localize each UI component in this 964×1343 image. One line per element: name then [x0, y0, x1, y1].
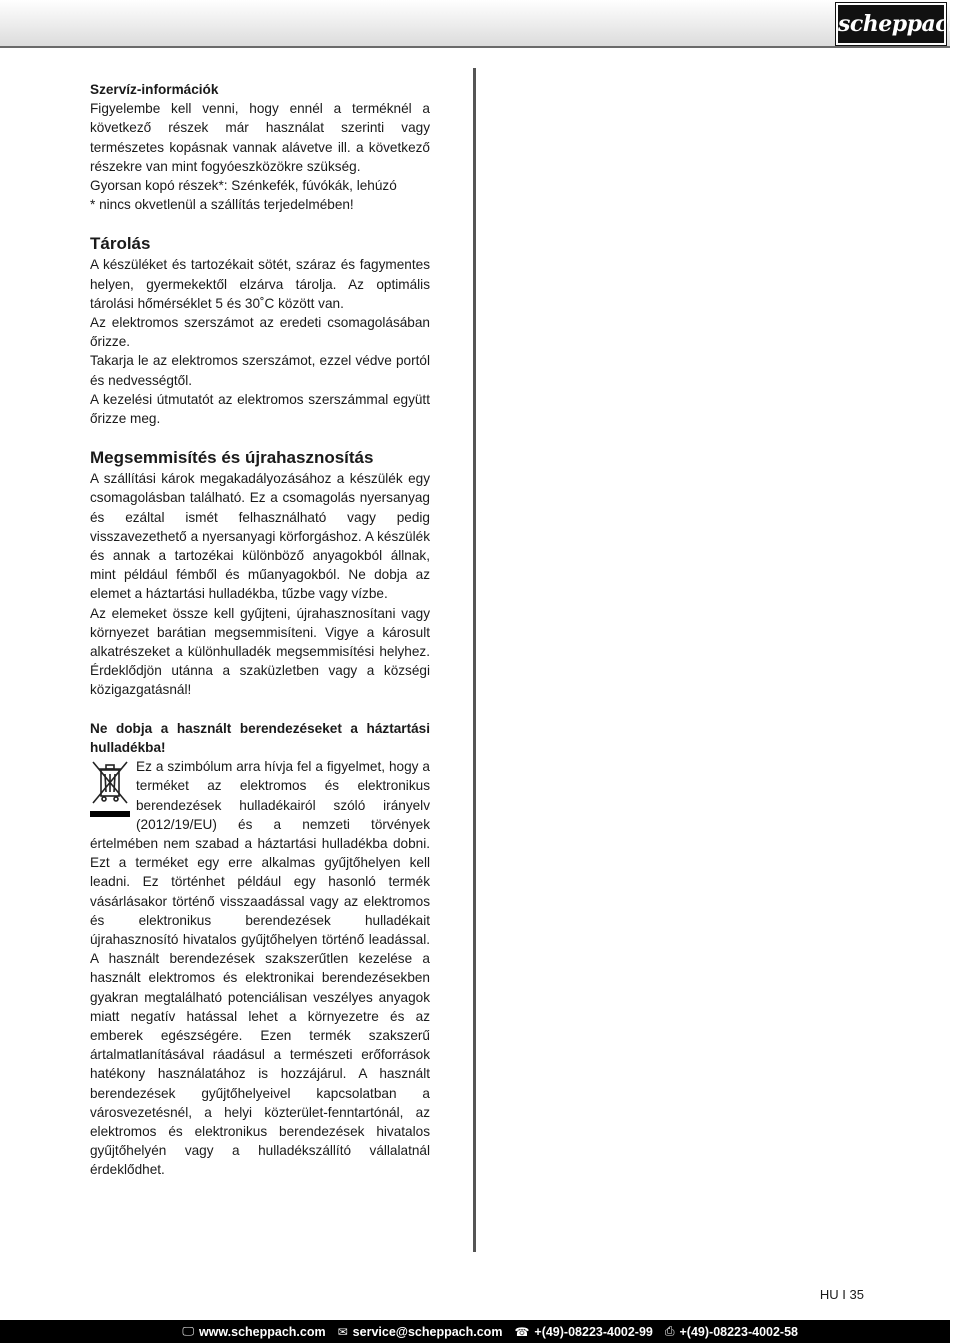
service-heading: Szervíz-információk [90, 82, 219, 97]
brand-logo: scheppach [836, 3, 946, 45]
disposal-text: A szállítási károk megakadályozásához a készülék egy csomagolásban található. Ez a csomagolás nyersanyag és ezáltal ismét felhasználható vagy pedig visszavezethető a nyersanyagi körforgáshoz. A készülék és annak a tartozékai különböző anyagokból állnak, mint például fémből és műanyagokból. Ne dobja az elemet a háztartási hulladékba, tűzbe vagy vízbe. [90, 471, 430, 602]
footer-fax [665, 1324, 798, 1339]
website-link[interactable]: www.scheppach.com [198, 1324, 326, 1339]
mail-icon: ✉ [337, 1324, 348, 1339]
storage-heading: Tárolás [90, 234, 151, 254]
computer-icon: 🖵 [182, 1324, 194, 1338]
crossed-out-bin-icon [90, 759, 130, 817]
service-text: Figyelembe kell venni, hogy ennél a terméknél a következő részek már használat szerinti vagy természetes kopásnak vannak alávetve ill. a következő részekre van mint fogyóeszközökre szükség. [90, 101, 430, 174]
footer-email[interactable] [338, 1325, 503, 1339]
storage-text: Takarja le az elektromos szerszámot, ezzel védve portól és nedvességtől. [90, 353, 430, 388]
footer-phone [514, 1325, 652, 1339]
fax-number: +(49)-08223-4002-58 [679, 1324, 798, 1339]
column-divider [473, 68, 476, 1252]
disposal-heading: Megsemmisítés és újrahasznosítás [90, 448, 374, 468]
disposal-text: Az elemeket össze kell gyűjteni, újrahasznosítani vagy környezet barátian megsemmisíteni. Vigye a károsult alkatrészeket a különhulladék megsemmisítési helyhez. Érdeklődjön utánna a szaküzletben vagy a községi közigazgatásnál! [90, 605, 430, 698]
content-column [90, 80, 430, 1180]
phone-number: +(49)-08223-4002-99 [534, 1324, 653, 1339]
page-header [0, 0, 964, 48]
storage-text: A készüléket és tartozékait sötét, száraz és fagymentes helyen, gyermekektől elzárva tárolja. Az optimális tárolási hőmérséklet 5 és 30˚C között van. [90, 257, 430, 311]
weee-text: Ez a szimbólum arra hívja fel a figyelmet, hogy a terméket az elektromos és elektronikus berendezések hulladékairól szóló irányelv (2012/19/EU) és a nemzeti törvények értelmében nem szabad a háztartási hulladékba dobni. Ezt a terméket egy erre alkalmas gyűjtőhelyen kell leadni. Ez történhet például egy hasonló termék vásárlásakor történő visszaadással vagy az elektromos és elektronikus berendezések hulladékait újrahasznosító hivatalos gyűjtőhelyen történő leadással. A használt berendezések szakszerűtlen kezelése a használt elektromos és elektronikai berendezésekben gyakran megtalálható potenciálisan veszélyes anyagok miatt negatív hatással lehet a környezetre és az emberek egészségére. Ezen termék szakszerű ártalmatlanításával ráadásul a természeti erőforrások hatékony használatához is hozzájárul. A használt berendezések gyűjtőhelyeivel kapcsolatban a városvezetésnél, a helyi közterület-fenntartónál, az elektromos és elektronikus berendezések hivatalos gyűjtőhelyén vagy a hulladékszállító vállalatnál érdeklődhet. [90, 759, 430, 1178]
storage-text: Az elektromos szerszámot az eredeti csomagolásában őrizze. [90, 315, 430, 350]
storage-text: A kezelési útmutatót az elektromos szerszámmal együtt őrizze meg. [90, 391, 430, 427]
fax-icon: ⎙ [664, 1324, 675, 1338]
footer-web[interactable] [182, 1324, 325, 1339]
phone-icon: ☎ [514, 1324, 530, 1339]
service-text: * nincs okvetlenül a szállítás terjedelmében! [90, 197, 354, 213]
page-footer [0, 1320, 950, 1343]
page-number: HU I 35 [819, 1287, 864, 1302]
weee-heading: Ne dobja a használt berendezéseket a háztartási hulladékba! [90, 720, 430, 755]
service-text: Gyorsan kopó részek*: Szénkefék, fúvókák, lehúzó [90, 178, 397, 194]
email-link[interactable]: service@scheppach.com [352, 1324, 503, 1339]
